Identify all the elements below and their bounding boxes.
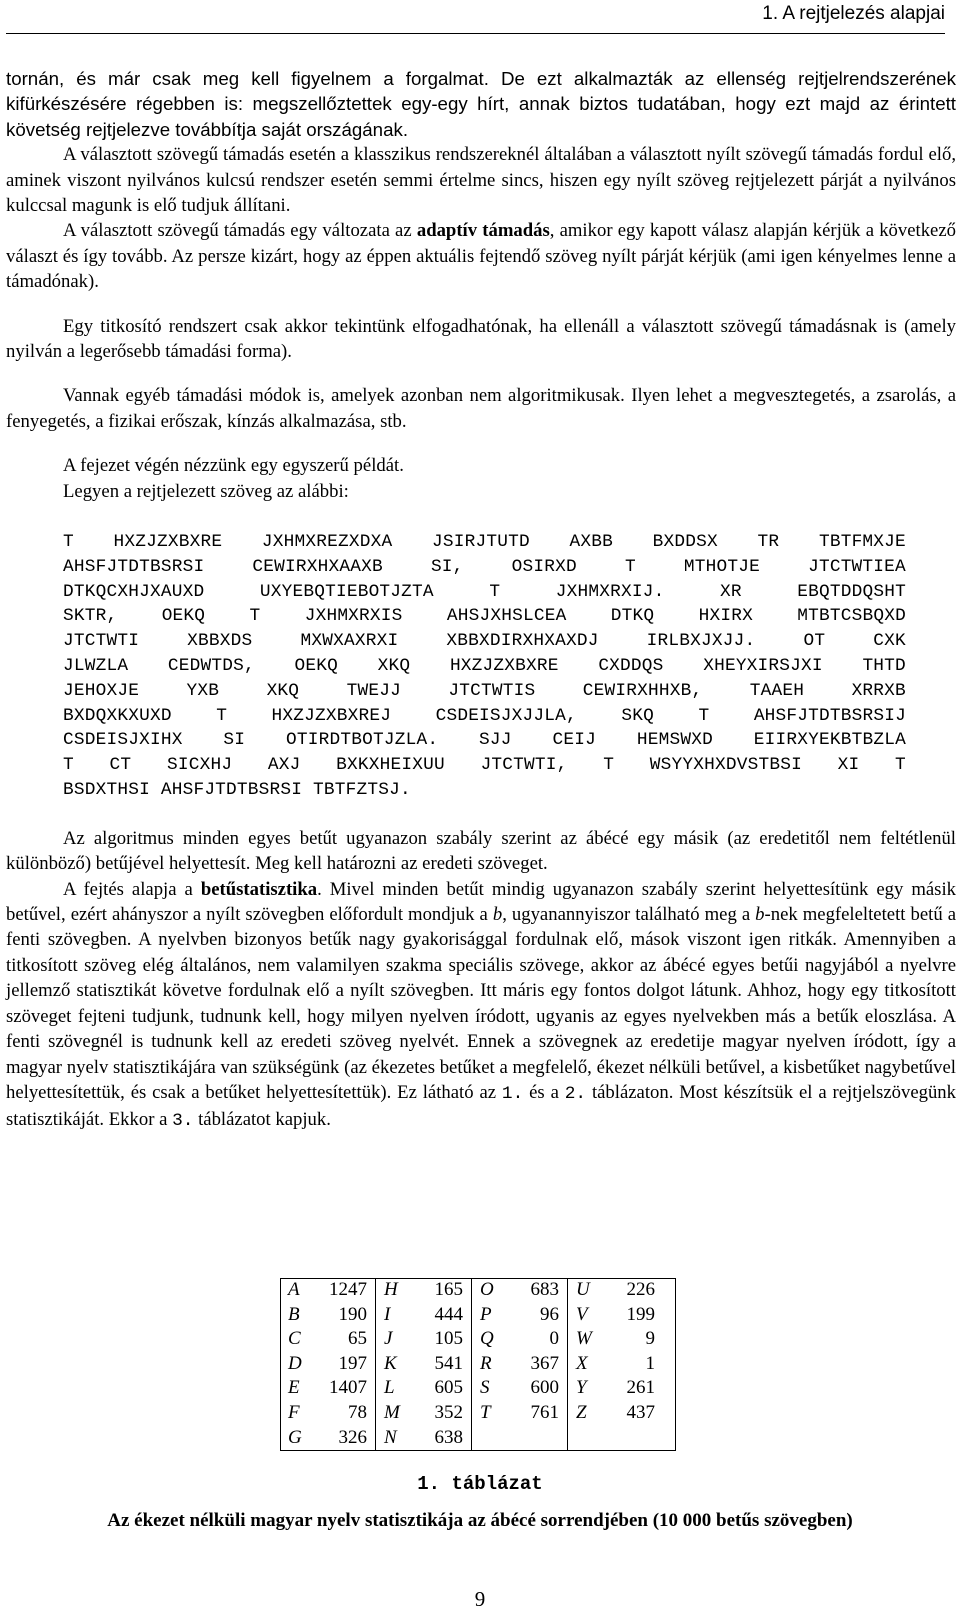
page-number: 9 [474,1587,486,1611]
table-row [280,1401,663,1426]
table-cell-letter: Z [576,1401,587,1423]
paragraph: Legyen a rejtjelezett szöveg az alábbi: [63,480,349,502]
running-head: 1. A rejtjelezés alapjai [762,3,945,24]
table-cell-count: 65 [317,1327,376,1352]
table-cell-letter: Y [576,1377,587,1399]
table-cell-letter: V [576,1303,588,1325]
ciphertext-line: BSDXTHSI AHSFJTDTBSRSI TBTFZTSJ. [63,780,411,801]
table-cell-letter: N [384,1426,397,1448]
table-cell-letter: L [384,1377,395,1399]
table-cell-letter: R [480,1352,492,1374]
table-cell-count: 165 [413,1278,472,1303]
table-cell-letter: B [288,1303,300,1325]
ciphertext-line: JTCTWTI XBBXDS MXWXAXRXI XBBXDIRXHXAXDJ IRLBXJXJJ. OT CXK [63,631,906,652]
table-ref[interactable]: 3. [172,1111,194,1132]
table-cell-count: 638 [413,1426,472,1451]
table-cell-letter: E [288,1377,300,1399]
paragraph: A fejtés alapja a betűstatisztika. Mivel minden betűt mindig ugyanazon szabály szerint helyettesítünk egy másik betűvel, ezért ahányszor a nyílt szövegben előfordult mondjuk a b, ugyanannyiszor található meg a b-nek megfeleltetett betű a fenti szövegben. A nyelvben bizonyos betűk nagy gyakorisággal fordulnak elő, mások viszont igen ritkák. Amennyiben a titkosított szöveg elég általános, nem valamilyen szakma speciális szövege, akkor az ábécé egyes betűi nagyjából a nyelvre jellemző statisztikát követve fordulnak elő a nyílt szövegben. Itt máris egy fontos dolgot látunk. Ahhoz, hogy egy titkosított szöveget fejteni tudjunk, tudnunk kell, hogy milyen nyelven íródott, ugyanis az egyes nyelvekben más a betűk eloszlása. A fenti szövegnél is tudnunk kell az eredeti szöveg nyelvét. Ennek a szövegnek az eredetije magyar nyelven íródott, így a magyar nyelv statisztikájára van szükségünk (az ékezetes betűket a megfelelő, ékezet nélküli betűvel, a kisbetűket nagybetűvel helyettesítettük, és csak a betűket helyettesítettük). Ez látható az 1. és a 2. táblázaton. Most készítsük el a rejtjelszövegünk statisztikáját. Ekkor a 3. táblázatot kapjuk. [6,878,956,1132]
table-cell-count: 105 [413,1327,472,1352]
ciphertext-line: T HXZJZXBXRE JXHMXREZXDXA JSIRJTUTD AXBB BXDDSX TR TBTFMXJE [63,532,906,553]
ciphertext-line: BXDQXKXUXD T HXZJZXBXREJ CSDEISJXJJLA, SKQ T AHSFJTDTBSRSIJ [63,705,906,726]
table-cell-count: 96 [509,1303,568,1328]
ciphertext-line: T CT SICXHJ AXJ BXKXHEIXUU JTCTWTI, T WSYYXHXDVSTBSI XI T [63,755,906,776]
table-cell-letter: X [576,1352,588,1374]
table-row [280,1278,663,1303]
table-cell-count: 605 [413,1376,472,1401]
bold-term: adaptív támadás [416,220,550,242]
table-cell-count: 197 [317,1352,376,1377]
table-cell-count: 437 [626,1401,655,1423]
table-cell-count [509,1426,568,1451]
table-cell-letter: D [288,1352,302,1374]
table-caption-number: 1. táblázat [417,1473,543,1495]
ciphertext-line: AHSFJTDTBSRSI CEWIRXHXAAXB SI, OSIRXD T MTHOTJE JTCTWTIEA [63,556,906,577]
paragraph: Vannak egyéb támadási módok is, amelyek azonban nem algoritmikusak. Ilyen lehet a megvesztegetés, a zsarolás, a fenyegetés, a fizikai erőszak, kínzás alkalmazása, stb. [6,385,956,432]
table-cell-letter [568,1426,606,1451]
table-cell-count [605,1426,663,1451]
table-cell-count: 541 [413,1352,472,1377]
table-cell-count: 1 [645,1352,655,1374]
table-cell-letter: J [384,1328,393,1350]
table-row [280,1352,663,1377]
ciphertext-line: CSDEISJXIHX SI OTIRDTBOTJZLA. SJJ CEIJ HEMSWXD EIIRXYEKBTBZLA [63,730,906,751]
table-cell-count: 261 [626,1377,655,1399]
table-caption: Az ékezet nélküli magyar nyelv statisztikája az ábécé sorrendjében (10 000 betűs szövegben) [107,1510,853,1531]
table-cell-letter: U [576,1279,590,1300]
table-cell-count: 600 [509,1376,568,1401]
variable: b [755,904,765,926]
ciphertext-line: DTKQCXHJXAUXD UXYEBQTIEBOTJZTA T JXHMXRXIJ. XR EBQTDDQSHT [63,581,906,602]
table-cell-letter: W [576,1328,592,1350]
table-cell-letter: O [480,1279,494,1300]
table-cell-letter [472,1426,510,1451]
table-ref[interactable]: 1. [501,1083,524,1104]
table-cell-count: 1407 [317,1376,376,1401]
header-rule [6,33,945,34]
paragraph: A választott szövegű támadás egy változata az adaptív támadás, amikor egy kapott válasz alapján kérjük a következő választ és így tovább. Az persze kizárt, hogy az éppen aktuális fejtendő szöveg nyílt párját kérjük (ami igen kényelmes lenne a támadónak). [6,220,956,293]
table-cell-letter: F [288,1401,300,1423]
variable: b [492,904,503,926]
table-cell-count: 367 [509,1352,568,1377]
table-cell-letter: M [384,1401,400,1423]
table-cell-count: 9 [645,1328,655,1350]
body-text [6,66,956,1135]
table-cell-count: 444 [413,1303,472,1328]
paragraph: tornán, és már csak meg kell figyelnem a forgalmat. De ezt alkalmazták az ellenség rejtjelrendszerének kifürkészésére régebben is: megszellőztettek egy-egy hírt, annak biztos tudatában, hogy ezt majd az érintett követség rejtjelezve továbbítja saját országának. [6,68,956,140]
table-row [280,1376,663,1401]
paragraph: Egy titkosító rendszert csak akkor tekintünk elfogadhatónak, ha ellenáll a választott szövegű támadásnak is (amely nyilván a legerősebb támadási forma). [6,315,956,363]
table-cell-count: 0 [509,1327,568,1352]
table-cell-count: 190 [317,1303,376,1328]
paragraph: A fejezet végén nézzünk egy egyszerű példát. [63,455,404,477]
table-cell-letter: G [288,1426,302,1448]
table-cell-count: 326 [317,1426,376,1451]
paragraph: Az algoritmus minden egyes betűt ugyanazon szabály szerint az ábécé egy másik (az eredetitől nem feltétlenül különböző) betűjével helyettesít. Meg kell határozni az eredeti szöveget. [6,827,956,875]
table-row [280,1327,663,1352]
table-cell-letter: H [384,1279,398,1300]
table-row [280,1426,663,1451]
table-row [280,1303,663,1328]
paragraph: A választott szövegű támadás esetén a klasszikus rendszereknél általában a választott nyílt szövegű támadás fordul elő, aminek viszont nyilvános kulcsú rendszer esetén semmi értelme sincs, hiszen egy nyílt szöveg rejtjelezett párját a nyilvános kulccsal magunk is elő tudjuk állítani. [6,144,956,217]
table-cell-letter: S [480,1377,490,1399]
table-cell-count: 1247 [317,1278,376,1303]
bold-term: betűstatisztika [200,878,318,900]
table-cell-letter: I [384,1303,391,1325]
frequency-table [280,1278,663,1450]
ciphertext-line: JLWZLA CEDWTDS, OEKQ XKQ HXZJZXBXRE CXDDQS XHEYXIRSJXI THTD [63,656,906,677]
table-cell-count: 78 [317,1401,376,1426]
ciphertext-line: JEHOXJE YXB XKQ TWEJJ JTCTWTIS CEWIRXHHXB, TAAEH XRRXB [63,680,906,701]
table-cell-count: 226 [626,1279,655,1300]
table-cell-count: 199 [626,1303,655,1325]
table-cell-letter: K [384,1352,397,1374]
ciphertext-block [6,530,956,803]
table-cell-letter: A [288,1279,300,1300]
table-cell-letter: T [480,1401,491,1423]
table-cell-count: 683 [509,1278,568,1303]
table-cell-count: 352 [413,1401,472,1426]
table-cell-count: 761 [509,1401,568,1426]
table-ref[interactable]: 2. [564,1083,587,1104]
table-cell-letter: C [288,1328,301,1350]
ciphertext-line: SKTR, OEKQ T JXHMXRXIS AHSJXHSLCEA DTKQ HXIRX MTBTCSBQXD [63,606,906,627]
table-cell-letter: P [480,1303,492,1325]
table-cell-letter: Q [480,1328,494,1350]
